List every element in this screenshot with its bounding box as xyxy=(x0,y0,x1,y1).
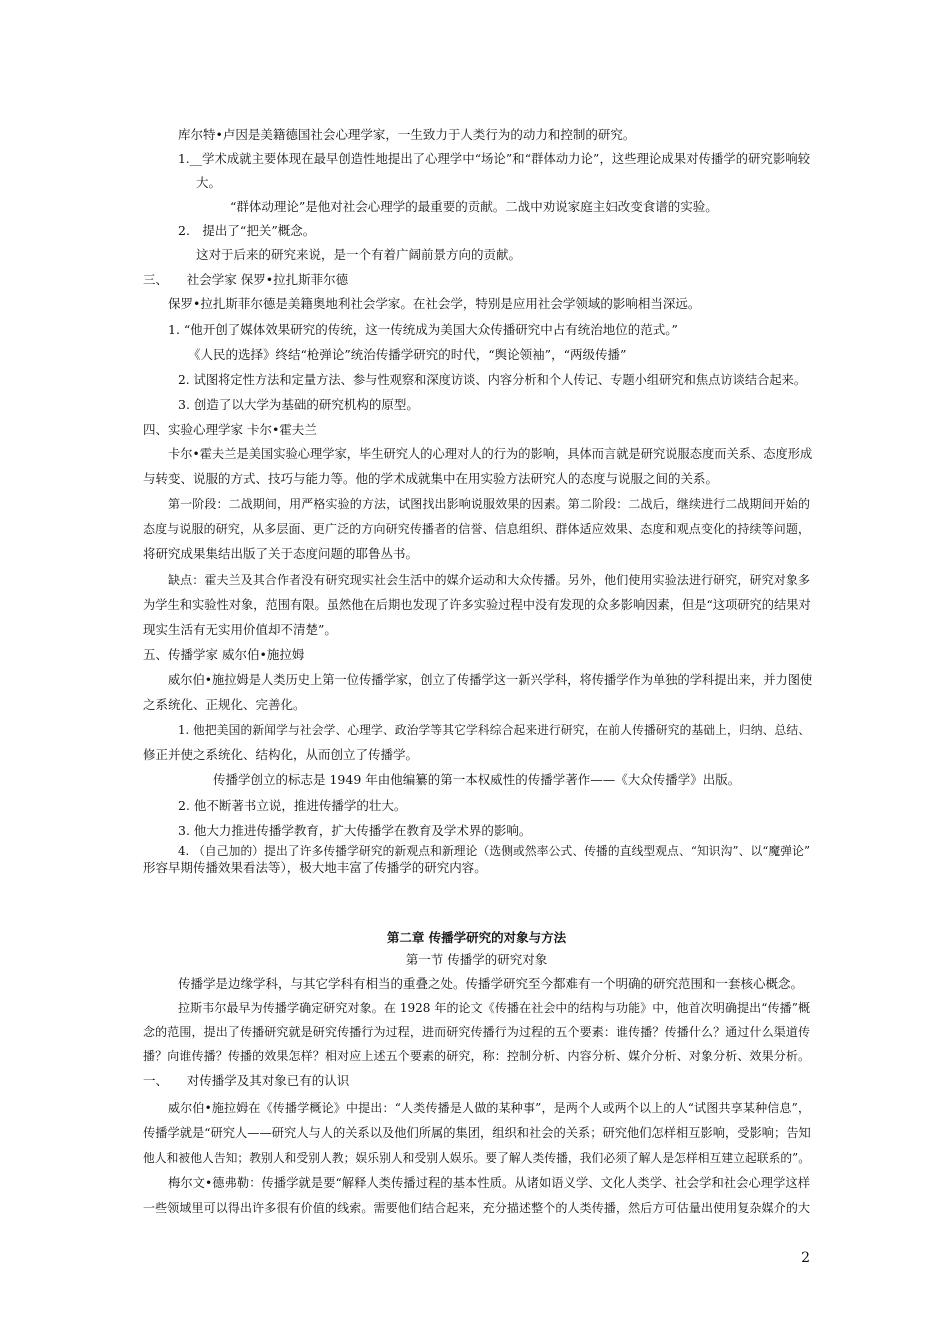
text-line-28: 2. 他不断著书立说，推进传播学的壮大。 xyxy=(178,798,407,813)
section-heading-5: 五、传播学家 威尔伯•施拉姆 xyxy=(143,647,305,662)
text-line-30: 4. （自己加的）提出了许多传播学研究的新观点和新理论（选侧或然率公式、传播的直线型观点、“知识沟”、以“魔弹论” xyxy=(178,844,810,858)
text-line-31: 形容早期传播效果看法等），极大地丰富了传播学的研究内容。 xyxy=(143,860,487,875)
text-line-41: 他人和被他人告知；教别人和受别人教；娱乐别人和受别人娱乐。要了解人类传播，我们必须了解人是怎样相互建立起联系的”。 xyxy=(143,1151,810,1165)
text-line-11: 2. 试图将定性方法和定量方法、参与性观察和深度访谈、内容分析和个人传记、专题小组研究和焦点访谈结合起来。 xyxy=(178,373,807,387)
text-line-18: 将研究成果集结出版了关于态度问题的耶鲁丛书。 xyxy=(143,546,419,561)
text-line-9: 1. “他开创了媒体效果研究的传统，这一传统成为美国大众传播研究中占有统治地位的范式。” xyxy=(168,322,678,337)
text-line-14: 卡尔•霍夫兰是美国实验心理学家，毕生研究人的心理对人的行为的影响，具体而言就是研究说服态度而关系、态度形成 xyxy=(168,447,813,461)
text-line-29: 3. 他大力推进传播学教育，扩大传播学在教育及学术界的影响。 xyxy=(178,823,532,838)
section-heading-4: 四、实验心理学家 卡尔•霍夫兰 xyxy=(143,422,317,437)
text-line-17: 态度与说服的研究，从多层面、更广泛的方向研究传播者的信誉、信息组织、群体适应效果、态度和观点变化的持续等问题， xyxy=(143,522,810,536)
text-line-1: 库尔特•卢因是美籍德国社会心理学家，一生致力于人类行为的动力和控制的研究。 xyxy=(178,127,636,142)
text-line-5: 2. 提出了“把关”概念。 xyxy=(178,223,316,238)
section-title: 第一节 传播学的研究对象 xyxy=(405,952,548,967)
text-line-39: 威尔伯•施拉姆在《传播学概论》中提出：“人类传播是人做的某种事”，是两个人或两个以上的人“试图共享某种信息”， xyxy=(168,1101,810,1115)
text-line-24: 之系统化、正规化、完善化。 xyxy=(143,697,306,712)
text-line-15: 与转变、说服的方式、技巧与能力等。他的学术成就集中在用实验方法研究人的态度与说服之间的关系。 xyxy=(143,471,719,486)
text-line-43: 一些领域里可以得出许多很有价值的线索。需要他们结合起来，充分描述整个的人类传播，然后方可估量出使用复杂媒介的大 xyxy=(143,1201,810,1215)
text-line-6: 这对于后来的研究来说，是一个有着广阔前景方向的贡献。 xyxy=(196,247,522,262)
page-number: 2 xyxy=(801,1250,810,1266)
text-line-40: 传播学就是“研究人——研究人与人的关系以及他们所属的集团，组织和社会的关系；研究他们怎样相互影响，受影响；告知 xyxy=(143,1126,811,1140)
text-line-37: 播？向谁传播？传播的效果怎样？相对应上述五个要素的研究，称：控制分析、内容分析、媒介分析、对象分析、效果分析。 xyxy=(143,1049,810,1063)
text-line-36: 念的范围，提出了传播研究就是研究传播行为过程，进而研究传播行为过程的五个要素：谁传播？传播什么？通过什么渠道传 xyxy=(143,1025,810,1039)
text-line-21: 现实生活有无实用价值却不清楚”。 xyxy=(143,622,337,637)
section-heading-3: 三、 社会学家 保罗•拉扎斯菲尔德 xyxy=(143,272,349,287)
text-line-10: 《人民的选择》终结“枪弹论”统治传播学研究的时代，“舆论领袖”，“两级传播” xyxy=(188,347,627,362)
text-line-35: 拉斯韦尔最早为传播学确定研究对象。在 1928 年的论文《传播在社会中的结构与功能》中，他首次明确提出“传播”概 xyxy=(178,1001,810,1015)
text-line-2: 1.__学术成就主要体现在最早创造性地提出了心理学中“场论”和“群体动力论”，这些理论成果对传播学的研究影响较 xyxy=(178,152,810,166)
text-line-20: 为学生和实验性对象，范围有限。虽然他在后期也发现了许多实验过程中没有发现的众多影响因素，但是“这项研究的结果对 xyxy=(143,598,811,612)
chapter-title: 第二章 传播学研究的对象与方法 xyxy=(386,930,567,945)
text-line-8: 保罗•拉扎斯菲尔德是美籍奥地利社会学家。在社会学，特别是应用社会学领域的影响相当深远。 xyxy=(168,296,701,311)
text-line-3: 大。 xyxy=(196,175,222,190)
text-line-12: 3. 创造了以大学为基础的研究机构的原型。 xyxy=(178,397,419,412)
text-line-19: 缺点：霍夫兰及其合作者没有研究现实社会生活中的媒介运动和大众传播。另外，他们使用实验法进行研究，研究对象多 xyxy=(168,573,810,587)
text-line-27: 传播学创立的标志是 1949 年由他编纂的第一本权威性的传播学著作——《大众传播学》出版。 xyxy=(213,772,741,787)
text-line-25: 1. 他把美国的新闻学与社会学、心理学、政治学等其它学科综合起来进行研究，在前人传播研究的基础上，归纳、总结、 xyxy=(178,723,810,737)
text-line-23: 威尔伯•施拉姆是人类历史上第一位传播学家，创立了传播学这一新兴学科，将传播学作为单独的学科提出来，并力图使 xyxy=(168,673,813,687)
text-line-34: 传播学是边缘学科，与其它学科有相当的重叠之处。传播学研究至今都难有一个明确的研究范围和一套核心概念。 xyxy=(178,976,804,991)
subsection-heading-1: 一、 对传播学及其对象已有的认识 xyxy=(143,1073,350,1088)
text-line-4: “群体动理论”是他对社会心理学的最重要的贡献。二战中劝说家庭主妇改变食谱的实验。 xyxy=(230,199,718,214)
text-line-42: 梅尔文•德弗勒：传播学就是要“解释人类传播过程的基本性质。从诸如语义学、文化人类学、社会学和社会心理学这样 xyxy=(168,1176,810,1190)
text-line-26: 修正并使之系统化、结构化，从而创立了传播学。 xyxy=(143,747,419,762)
text-line-16: 第一阶段：二战期间，用严格实验的方法，试图找出影响说服效果的因素。第二阶段：二战后，继续进行二战期间开始的 xyxy=(168,497,810,511)
